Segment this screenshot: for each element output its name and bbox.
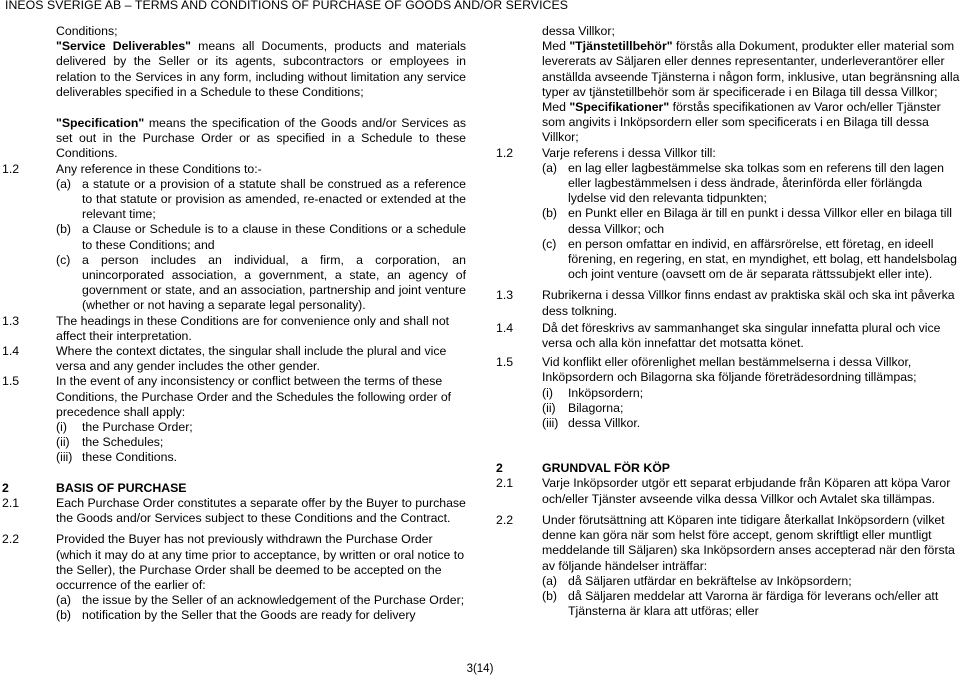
defined-term: "Tjänstetillbehör" xyxy=(569,39,673,54)
definition-text: means all Documents, products and materials delivered by the Seller or its agents, subcontractors or employees in relation to the Services in any form, including without limitation any service deliverables specified in a Schedule to these Conditions; xyxy=(56,39,466,99)
item-marker: (i) xyxy=(542,385,553,400)
clause-2-1 xyxy=(0,496,466,526)
item-text: en person omfattar en individ, en affärsrörelse, ett företag, en ideell förening, en regering, en stat, en myndighet, ett bolag, ett handelsbolag och joint venture (oavsett om de är separata rättssubjekt eller inte). xyxy=(568,236,957,282)
item-marker: (a) xyxy=(56,176,72,191)
clause-2-2 xyxy=(0,532,466,623)
clause-number: 1.3 xyxy=(496,288,514,303)
item-text: dessa Villkor. xyxy=(568,416,641,431)
item-text: a person includes an individual, a firm, a corporation, an unincorporated association, a government, a state, an agency of government or state, and an association, partnership and joint venture (whether or not having a separate legal personality). xyxy=(82,252,466,313)
item-marker: (a) xyxy=(542,573,558,588)
clause-1-3 xyxy=(0,314,466,344)
defined-term: "Specifikationer" xyxy=(569,100,670,115)
clause-text: Rubrikerna i dessa Villkor finns endast av praktiska skäl och ska int påverka dess tolkning. xyxy=(542,288,955,318)
item-text: Bilagorna; xyxy=(568,400,624,415)
definition-text: förstås alla Dokument, produkter eller material som levererats av Säljaren eller dennes representanter, underleverantörer eller anställda avseende Tjänsterna i någon form, inklusive, utan begränsning alla typer av tjänstetillbehör som är specificerade i en Bilaga till dessa Villkor; xyxy=(542,39,960,99)
conditions-continuation: dessa Villkor; xyxy=(542,24,615,38)
clause-2-1 xyxy=(486,476,960,506)
list-item xyxy=(56,450,466,465)
clause-text: The headings in these Conditions are for convenience only and shall not affect their interpretation. xyxy=(56,313,450,343)
english-column xyxy=(0,24,466,624)
clause-2-2 xyxy=(486,513,960,619)
item-text: Inköpsordern; xyxy=(568,385,644,400)
clause-number: 2.2 xyxy=(2,532,20,547)
item-text: då Säljaren meddelar att Varorna är färdiga för leverans och/eller att Tjänsterna är klara att utföras; eller xyxy=(568,588,939,619)
item-marker: (iii) xyxy=(542,416,559,431)
list-item xyxy=(56,177,466,223)
item-marker: (ii) xyxy=(56,435,70,450)
clause-1-2 xyxy=(0,162,466,314)
definition-service-deliverables xyxy=(56,39,466,100)
item-text: notification by the Seller that the Goods are ready for delivery xyxy=(82,608,416,623)
list-item xyxy=(56,222,466,252)
item-text: a Clause or Schedule is to a clause in these Conditions or a schedule to these Conditions; and xyxy=(82,222,466,252)
definition-specification xyxy=(56,116,466,162)
item-text: a statute or a provision of a statute shall be construed as a reference to that statute or provision as amended, re-enacted or extended at the relevant time; xyxy=(82,176,466,222)
swedish-column xyxy=(486,24,960,619)
item-marker: (a) xyxy=(56,593,72,608)
clause-text: Varje referens i dessa Villkor till: xyxy=(542,145,716,160)
definition-text: means the specification of the Goods and/or Services as set out in the Purchase Order or as specified in a Schedule to these Conditions. xyxy=(56,116,466,161)
conditions-continuation: Conditions; xyxy=(56,24,118,38)
list-item xyxy=(56,435,466,450)
clause-text: Any reference in these Conditions to:- xyxy=(56,161,262,176)
list-item xyxy=(542,206,960,236)
page-number: 3(14) xyxy=(466,663,494,675)
item-marker: (b) xyxy=(56,222,72,237)
list-item xyxy=(542,416,960,431)
section-2-heading xyxy=(486,461,960,476)
list-item xyxy=(542,237,960,283)
list-item xyxy=(56,420,466,435)
list-item xyxy=(56,593,466,608)
definition-prefix: Med xyxy=(542,39,570,54)
section-number: 2 xyxy=(496,461,503,476)
section-title: GRUNDVAL FÖR KÖP xyxy=(542,461,670,476)
clause-text: Where the context dictates, the singular shall include the plural and vice versa and any gender includes the other gender. xyxy=(56,344,447,374)
clause-1-5 xyxy=(0,374,466,465)
defined-term: "Service Deliverables" xyxy=(56,39,191,54)
clause-number: 1.2 xyxy=(496,145,514,160)
list-item xyxy=(542,161,960,207)
item-text: då Säljaren utfärdar en bekräftelse av Inköpsordern; xyxy=(568,573,852,588)
clause-text: Då det föreskrivs av sammanhanget ska singular innefatta plural och vice versa och alla kön innefattar det motsatta könet. xyxy=(542,320,941,351)
item-marker: (c) xyxy=(542,236,557,251)
list-item xyxy=(542,401,960,416)
item-text: the Schedules; xyxy=(82,435,164,450)
item-marker: (ii) xyxy=(542,400,556,415)
list-item xyxy=(542,589,960,619)
definition-specification xyxy=(542,100,960,146)
clause-1-3 xyxy=(486,288,960,318)
clause-number: 2.2 xyxy=(496,512,514,527)
clause-text: Each Purchase Order constitutes a separate offer by the Buyer to purchase the Goods and/or Services subject to these Conditions and the Contract. xyxy=(56,495,466,526)
clause-1-4 xyxy=(0,344,466,374)
definition-prefix: Med xyxy=(542,100,570,115)
list-item xyxy=(542,386,960,401)
section-number: 2 xyxy=(2,480,9,495)
document-header: INEOS SVERIGE AB – TERMS AND CONDITIONS OF PURCHASE OF GOODS AND/OR SERVICES xyxy=(5,0,568,12)
item-text: the Purchase Order; xyxy=(82,420,193,435)
item-marker: (iii) xyxy=(56,450,73,465)
item-text: en Punkt eller en Bilaga är till en punkt i dessa Villkor eller en bilaga till dessa Villkor; och xyxy=(568,206,952,236)
item-marker: (a) xyxy=(542,160,558,175)
clause-text: Provided the Buyer has not previously withdrawn the Purchase Order (which it may do at any time prior to acceptance, by written or oral notice to the Seller), the Purchase Order shall be deemed to be accepted on the occurrence of the earlier of: xyxy=(56,532,465,592)
item-text: the issue by the Seller of an acknowledgement of the Purchase Order; xyxy=(82,593,465,608)
clause-number: 1.5 xyxy=(2,374,20,389)
item-text: en lag eller lagbestämmelse ska tolkas som en referens till den lagen eller lagbestämmelsen i dess ändrade, återinförda eller förlängda lydelse vid den relevanta tidpunkten; xyxy=(568,160,944,206)
clause-number: 2.1 xyxy=(2,495,20,510)
clause-number: 1.4 xyxy=(496,320,514,335)
list-item xyxy=(56,253,466,314)
item-marker: (b) xyxy=(542,588,558,603)
clause-1-2 xyxy=(486,146,960,283)
clause-number: 1.2 xyxy=(2,161,20,176)
clause-number: 2.1 xyxy=(496,476,514,491)
list-item xyxy=(542,574,960,589)
item-marker: (b) xyxy=(542,206,558,221)
item-marker: (c) xyxy=(56,252,71,267)
definition-service-deliverables xyxy=(542,39,960,100)
clause-number: 1.4 xyxy=(2,344,20,359)
item-text: these Conditions. xyxy=(82,450,178,465)
section-2-heading xyxy=(0,481,466,496)
clause-number: 1.5 xyxy=(496,355,514,370)
item-marker: (b) xyxy=(56,608,72,623)
definition-text: förstås specifikationen av Varor och/eller Tjänster som angivits i Inköpsordern eller som specificerats i en Bilaga till dessa Villkor; xyxy=(542,100,941,145)
clause-text: Vid konflikt eller oförenlighet mellan bestämmelserna i dessa Villkor, Inköpsordern och Bilagorna ska följande företrädesordning tillämpas; xyxy=(542,355,917,385)
list-item xyxy=(56,608,466,623)
clause-1-5 xyxy=(486,355,960,431)
clause-text: Varje Inköpsorder utgör ett separat erbjudande från Köparen att köpa Varor och/eller Tjänster avseende vilka dessa Villkor och Avtalet ska tillämpas. xyxy=(542,476,951,506)
clause-text: Under förutsättning att Köparen inte tidigare återkallat Inköpsordern (vilket denne kan göra när som helst före accept, genom skriftligt eller muntligt meddelande till Säljaren) ska Inköpsordern anses accepterad när den första av följande händelser inträffar: xyxy=(542,512,955,573)
item-marker: (i) xyxy=(56,420,67,435)
section-title: BASIS OF PURCHASE xyxy=(56,480,187,495)
clause-number: 1.3 xyxy=(2,313,20,328)
clause-1-4 xyxy=(486,321,960,351)
clause-text: In the event of any inconsistency or conflict between the terms of these Conditions, the Purchase Order and the Schedules the following order of precedence shall apply: xyxy=(56,374,452,419)
defined-term: "Specification" xyxy=(56,116,145,131)
